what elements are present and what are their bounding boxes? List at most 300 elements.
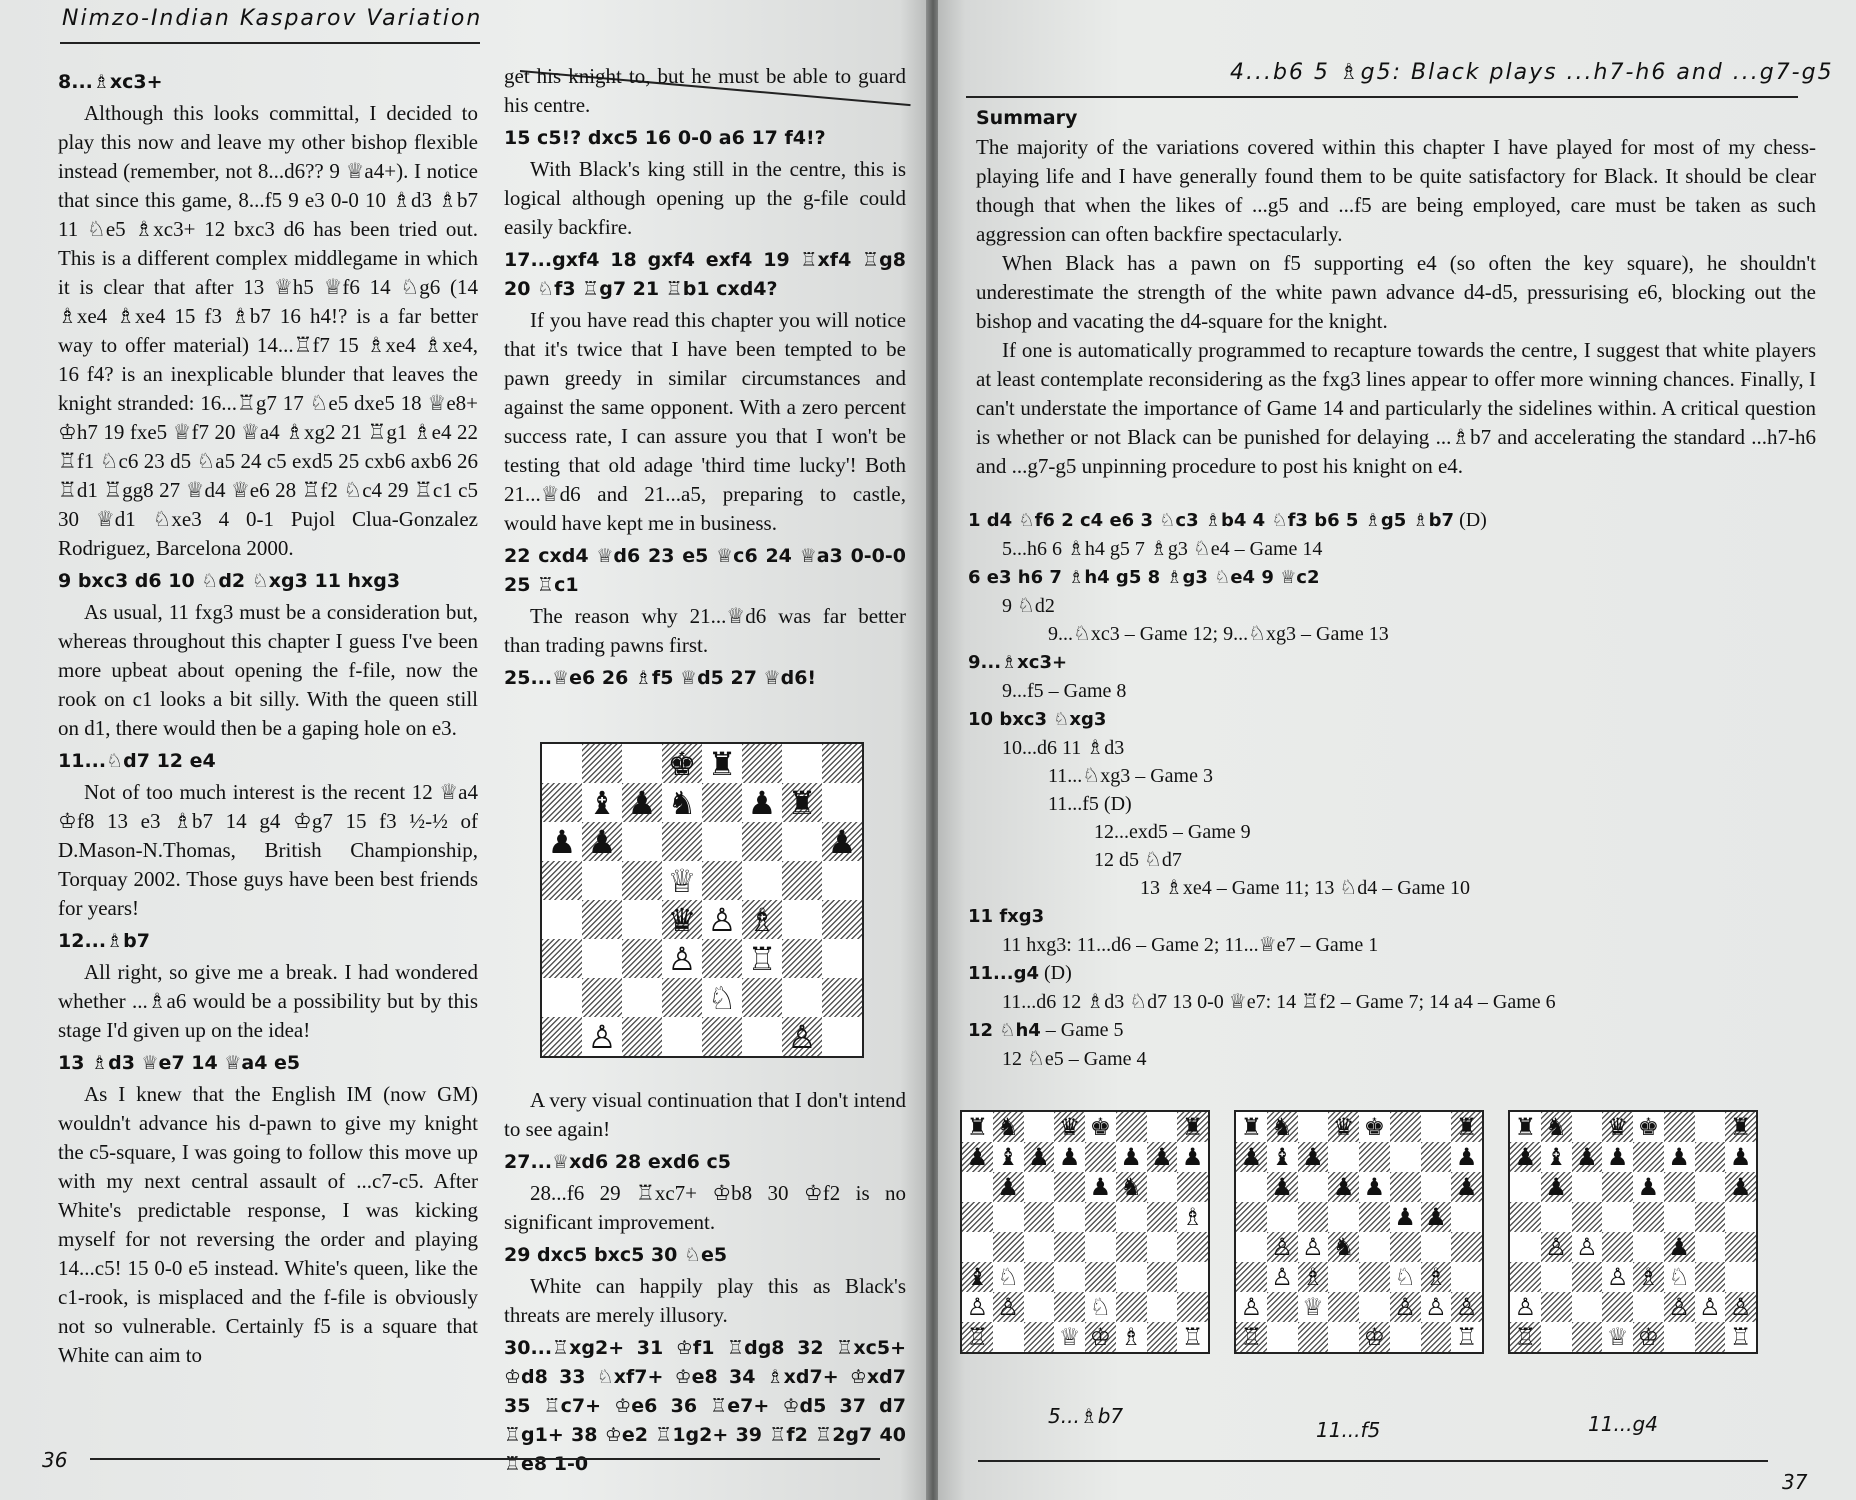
board-square <box>1725 1262 1756 1292</box>
chess-piece: ♟ <box>547 822 577 861</box>
chess-piece: ♜ <box>966 1113 989 1141</box>
side-line-moves: 11...♘xg3 – Game 3 <box>1048 765 1213 787</box>
commentary-paragraph: As usual, 11 fxg3 must be a consideration but, whereas throughout this chapter I guess I've been more upbeat about opening the f-file, now the rook on c1 looks a bit silly. With the queen still on d1, there would then be a gaping hole on e3. <box>58 600 478 740</box>
board-square <box>1054 1322 1085 1352</box>
board-square <box>1236 1292 1267 1322</box>
chess-piece: ♟ <box>1606 1143 1629 1171</box>
chess-piece: ♖ <box>1729 1323 1752 1351</box>
commentary-paragraph: Not of too much interest is the recent 12 ♕a4 ♔f8 13 e3 ♗b7 14 g4 ♔g7 15 f3 ½-½ of D.Mason-N.Thomas, British Championship, Torquay 2002. Those guys have been best friends for years! <box>58 780 478 920</box>
board-square <box>1602 1142 1633 1172</box>
board-square <box>822 861 862 900</box>
board-square <box>1328 1172 1359 1202</box>
board-square <box>1421 1142 1452 1172</box>
board-square <box>822 744 862 783</box>
board-square <box>1147 1172 1178 1202</box>
board-square <box>1267 1292 1298 1322</box>
board-square <box>1267 1232 1298 1262</box>
board-square <box>662 783 702 822</box>
board-square <box>1421 1172 1452 1202</box>
board-square <box>662 900 702 939</box>
board-square <box>1328 1142 1359 1172</box>
board-square <box>1695 1262 1726 1292</box>
board-square <box>1236 1142 1267 1172</box>
board-square <box>1602 1172 1633 1202</box>
board-square <box>1664 1142 1695 1172</box>
board-square <box>1054 1202 1085 1232</box>
chess-piece: ♟ <box>1181 1143 1204 1171</box>
chess-piece: ♗ <box>1302 1263 1324 1291</box>
board-square <box>662 822 702 861</box>
main-line-moves: 11...g4 <box>968 963 1039 984</box>
board-square <box>542 978 582 1017</box>
board-square <box>742 744 782 783</box>
board-square <box>1541 1262 1572 1292</box>
move-line: 22 cxd4 ♕d6 23 e5 ♕c6 24 ♕a3 0-0-0 25 ♖c1 <box>504 545 906 596</box>
side-line-moves: 12 ♘e5 – Game 4 <box>1002 1048 1147 1070</box>
chess-piece: ♖ <box>1240 1323 1263 1351</box>
chess-piece: ♗ <box>1181 1203 1204 1231</box>
board-square <box>702 744 742 783</box>
move-line: 13 ♗d3 ♕e7 14 ♕a4 e5 <box>58 1052 301 1074</box>
board-square <box>1359 1322 1390 1352</box>
board-square <box>1116 1142 1147 1172</box>
board-square <box>1664 1292 1695 1322</box>
chess-piece: ♕ <box>1058 1323 1081 1351</box>
board-square <box>1541 1292 1572 1322</box>
summary-title: Summary <box>976 107 1078 129</box>
board-square <box>782 900 822 939</box>
board-square <box>1510 1322 1541 1352</box>
board-square <box>1298 1142 1329 1172</box>
chess-piece: ♟ <box>1302 1143 1324 1171</box>
board-square <box>1451 1292 1482 1322</box>
chess-piece: ♟ <box>1058 1143 1081 1171</box>
board-square <box>822 939 862 978</box>
board-square <box>1267 1202 1298 1232</box>
board-square <box>1633 1232 1664 1262</box>
variation-line <box>968 818 1828 846</box>
board-square <box>782 939 822 978</box>
board-square <box>1116 1262 1147 1292</box>
board-square <box>1390 1322 1421 1352</box>
board-square <box>993 1202 1024 1232</box>
chess-piece: ♚ <box>667 744 697 783</box>
board-square <box>1177 1172 1208 1202</box>
board-square <box>742 861 782 900</box>
board-square <box>1116 1112 1147 1142</box>
board-square <box>1572 1112 1603 1142</box>
chess-piece: ♙ <box>966 1293 989 1321</box>
board-square <box>1236 1112 1267 1142</box>
summary-section <box>976 104 1816 481</box>
board-square <box>622 1017 662 1056</box>
board-square <box>1024 1202 1055 1232</box>
board-square <box>1328 1292 1359 1322</box>
header-rule-right <box>966 96 1798 98</box>
board-square <box>542 939 582 978</box>
board-square <box>782 861 822 900</box>
chess-piece: ♔ <box>1637 1323 1660 1351</box>
board-square <box>1695 1142 1726 1172</box>
board-square <box>662 978 702 1017</box>
board-square <box>1328 1112 1359 1142</box>
board-square <box>1267 1262 1298 1292</box>
board-square <box>962 1232 993 1262</box>
main-line-moves: 10 bxc3 ♘xg3 <box>968 709 1107 730</box>
board-square <box>1725 1172 1756 1202</box>
board-square <box>1633 1202 1664 1232</box>
chess-piece: ♙ <box>1394 1293 1416 1321</box>
chess-piece: ♟ <box>1729 1173 1752 1201</box>
board-square <box>582 978 622 1017</box>
chess-piece: ♙ <box>1576 1233 1598 1261</box>
board-square <box>582 1017 622 1056</box>
chess-piece: ♟ <box>1514 1143 1537 1171</box>
chess-piece: ♔ <box>1089 1323 1112 1351</box>
board-square <box>993 1172 1024 1202</box>
board-square <box>1633 1172 1664 1202</box>
board-square <box>1054 1112 1085 1142</box>
board-square <box>582 783 622 822</box>
diagram-caption-2: 11...f5 <box>1316 1418 1381 1442</box>
chess-piece: ♟ <box>1394 1203 1416 1231</box>
board-square <box>1024 1292 1055 1322</box>
chess-piece: ♛ <box>667 900 697 939</box>
chess-piece: ♙ <box>1514 1293 1537 1321</box>
board-square <box>1024 1172 1055 1202</box>
move-line: 12...♗b7 <box>58 930 150 952</box>
variation-line <box>968 959 1828 988</box>
board-square <box>1085 1262 1116 1292</box>
board-square <box>1147 1292 1178 1322</box>
board-square <box>1298 1292 1329 1322</box>
board-square <box>1725 1202 1756 1232</box>
board-square <box>1236 1202 1267 1232</box>
chess-piece: ♟ <box>1332 1173 1355 1201</box>
chess-piece: ♔ <box>1363 1323 1386 1351</box>
board-square <box>1451 1232 1482 1262</box>
chess-piece: ♙ <box>1271 1263 1293 1291</box>
running-header-left: Nimzo-Indian Kasparov Variation <box>62 6 483 31</box>
board-square <box>542 744 582 783</box>
chess-piece: ♘ <box>1089 1293 1112 1321</box>
board-square <box>1451 1112 1482 1142</box>
board-square <box>1664 1232 1695 1262</box>
board-square <box>1236 1232 1267 1262</box>
chess-piece: ♜ <box>787 783 817 822</box>
chess-piece: ♜ <box>1514 1113 1537 1141</box>
diagram-caption-3: 11...g4 <box>1588 1412 1658 1436</box>
board-square <box>1725 1232 1756 1262</box>
board-square <box>993 1142 1024 1172</box>
board-square <box>742 822 782 861</box>
board-square <box>702 1017 742 1056</box>
board-square <box>702 861 742 900</box>
board-square <box>582 939 622 978</box>
board-square <box>1695 1292 1726 1322</box>
chess-piece: ♙ <box>1606 1263 1629 1291</box>
board-square <box>1664 1322 1695 1352</box>
chess-piece: ♟ <box>1120 1143 1142 1171</box>
chess-piece: ♙ <box>707 900 737 939</box>
variation-line <box>968 648 1828 677</box>
chess-piece: ♝ <box>1271 1143 1293 1171</box>
board-square <box>1298 1202 1329 1232</box>
board-square <box>622 900 662 939</box>
chess-piece: ♙ <box>1545 1233 1567 1261</box>
board-square <box>1541 1232 1572 1262</box>
chess-piece: ♟ <box>1545 1173 1567 1201</box>
side-line-moves: 12 d5 ♘d7 <box>1094 849 1182 871</box>
board-square <box>822 822 862 861</box>
board-square <box>1451 1202 1482 1232</box>
board-square <box>1572 1292 1603 1322</box>
board-square <box>1147 1322 1178 1352</box>
board-square <box>1541 1202 1572 1232</box>
commentary-paragraph: The reason why 21...♕d6 was far better than trading pawns first. <box>504 604 906 657</box>
chess-piece: ♟ <box>1028 1143 1050 1171</box>
board-square <box>1298 1262 1329 1292</box>
move-line: 8...♗xc3+ <box>58 71 163 93</box>
chess-piece: ♙ <box>1668 1293 1690 1321</box>
board-square <box>1116 1202 1147 1232</box>
board-square <box>1602 1232 1633 1262</box>
chess-piece: ♘ <box>997 1263 1019 1291</box>
summary-paragraph-3: If one is automatically programmed to recapture towards the centre, I suggest that white players at least contemplate reconsidering as the fxg3 lines appear to offer more winning chances. Finally, I can't understate the importance of Game 14 and particularly the sidelines within. A critical question is whether or not Black can be punished for delaying ...♗b7 and accelerating the standard ...h7-h6 and ...g7-g5 unpinning procedure to post his knight on e4. <box>976 338 1816 478</box>
chess-piece: ♟ <box>1668 1143 1690 1171</box>
summary-paragraph-2: When Black has a pawn on f5 supporting e4 (so often the key square), he shouldn't underestimate the strength of the white pawn advance d4-d5, pressurising e6, blocking out the bishop and vacating the d4-square for the knight. <box>976 251 1816 333</box>
chess-piece: ♞ <box>1120 1173 1142 1201</box>
board-square <box>993 1262 1024 1292</box>
chess-piece: ♛ <box>1606 1113 1629 1141</box>
board-square <box>1024 1262 1055 1292</box>
chess-piece: ♙ <box>1302 1233 1324 1261</box>
board-square <box>1054 1262 1085 1292</box>
chess-piece: ♕ <box>1606 1323 1629 1351</box>
board-square <box>662 861 702 900</box>
board-square <box>1633 1262 1664 1292</box>
board-square <box>1085 1232 1116 1262</box>
chess-piece: ♟ <box>1729 1143 1752 1171</box>
chess-piece: ♞ <box>667 783 697 822</box>
board-square <box>662 1017 702 1056</box>
left-column-2-top <box>504 62 906 695</box>
board-square <box>1572 1322 1603 1352</box>
variation-line <box>968 734 1828 762</box>
left-column-2-bottom <box>504 1086 906 1481</box>
board-square <box>1390 1202 1421 1232</box>
commentary-paragraph: A very visual continuation that I don't intend to see again! <box>504 1088 906 1141</box>
board-square <box>782 978 822 1017</box>
variation-line <box>968 874 1828 902</box>
summary-paragraph-1: The majority of the variations covered within this chapter I have played for most of my chess-playing life and I have generally found them to be quite satisfactory for Black. It should be clear though that when the likes of ...g5 and ...f5 are being employed, care must be taken as such aggression can often backfire spectacularly. <box>976 135 1816 246</box>
chess-piece: ♚ <box>1637 1113 1660 1141</box>
board-square <box>1054 1172 1085 1202</box>
board-square <box>1572 1232 1603 1262</box>
board-square <box>1328 1322 1359 1352</box>
board-square <box>1664 1262 1695 1292</box>
commentary-paragraph: White can happily play this as Black's threats are merely illusory. <box>504 1274 906 1327</box>
chess-piece: ♙ <box>667 939 697 978</box>
board-square <box>1177 1292 1208 1322</box>
variation-line <box>968 790 1828 818</box>
chess-piece: ♟ <box>1576 1143 1598 1171</box>
side-line-moves: 13 ♗xe4 – Game 11; 13 ♘d4 – Game 10 <box>1140 877 1471 899</box>
chess-piece: ♙ <box>997 1293 1019 1321</box>
board-square <box>1510 1142 1541 1172</box>
board-square <box>1054 1292 1085 1322</box>
board-square <box>622 861 662 900</box>
side-line-moves: 11 hxg3: 11...d6 – Game 2; 11...♕e7 – Game 1 <box>1002 934 1379 956</box>
chess-piece: ♗ <box>1120 1323 1142 1351</box>
board-square <box>1602 1262 1633 1292</box>
chess-piece: ♟ <box>1089 1173 1112 1201</box>
board-square <box>962 1202 993 1232</box>
board-square <box>1085 1142 1116 1172</box>
board-square <box>1510 1172 1541 1202</box>
chess-piece: ♟ <box>627 783 657 822</box>
board-square <box>542 900 582 939</box>
board-square <box>622 978 662 1017</box>
chess-piece: ♟ <box>1455 1143 1478 1171</box>
variation-line <box>968 846 1828 874</box>
chess-piece: ♜ <box>1181 1113 1204 1141</box>
board-square <box>1633 1292 1664 1322</box>
board-square <box>1390 1232 1421 1262</box>
board-square <box>1695 1232 1726 1262</box>
chess-piece: ♛ <box>1332 1113 1355 1141</box>
variation-line <box>968 1016 1828 1045</box>
board-square <box>1421 1292 1452 1322</box>
board-square <box>1695 1202 1726 1232</box>
board-square <box>1633 1322 1664 1352</box>
board-square <box>582 744 622 783</box>
move-line: 17...gxf4 18 gxf4 exf4 19 ♖xf4 ♖g8 20 ♘f3 ♖g7 21 ♖b1 cxd4? <box>504 249 906 300</box>
board-square <box>1390 1292 1421 1322</box>
board-square <box>542 822 582 861</box>
chess-piece: ♜ <box>1240 1113 1263 1141</box>
board-square <box>1633 1142 1664 1172</box>
chess-piece: ♙ <box>1699 1293 1721 1321</box>
board-square <box>1054 1142 1085 1172</box>
left-column-1 <box>58 64 478 1370</box>
board-square <box>1451 1172 1482 1202</box>
chess-piece: ♝ <box>587 783 617 822</box>
board-square <box>1572 1172 1603 1202</box>
variation-line <box>968 677 1828 705</box>
board-square <box>1024 1232 1055 1262</box>
board-square <box>962 1322 993 1352</box>
board-square <box>1267 1172 1298 1202</box>
board-square <box>962 1142 993 1172</box>
board-square <box>1359 1112 1390 1142</box>
board-square <box>582 822 622 861</box>
board-square <box>1541 1172 1572 1202</box>
board-square <box>962 1172 993 1202</box>
commentary-paragraph: If you have read this chapter you will notice that it's twice that I have been tempted to be pawn greedy in similar circumstances and against the same opponent. With a zero percent success rate, I can assure you that I won't be testing that old adage 'third time lucky'! Both 21...♕d6 and 21...a5, preparing to castle, would have kept me in business. <box>504 308 906 535</box>
chess-piece: ♜ <box>1729 1113 1752 1141</box>
chess-piece: ♖ <box>1514 1323 1537 1351</box>
main-line-moves: 9...♗xc3+ <box>968 652 1068 673</box>
side-line-moves: 9...♘xc3 – Game 12; 9...♘xg3 – Game 13 <box>1048 623 1389 645</box>
board-square <box>782 744 822 783</box>
chess-piece: ♖ <box>1455 1323 1478 1351</box>
board-square <box>1602 1112 1633 1142</box>
running-header-right: 4...b6 5 ♗g5: Black plays ...h7-h6 and ...g7-g5 <box>1230 60 1834 85</box>
board-square <box>1451 1262 1482 1292</box>
board-square <box>1177 1322 1208 1352</box>
chess-piece: ♟ <box>747 783 777 822</box>
board-square <box>1147 1142 1178 1172</box>
chess-piece: ♞ <box>1271 1113 1293 1141</box>
right-page <box>938 0 1856 1500</box>
variation-line <box>968 506 1828 535</box>
board-square <box>1147 1262 1178 1292</box>
board-square <box>1390 1142 1421 1172</box>
chess-piece: ♗ <box>747 900 777 939</box>
board-square <box>1147 1232 1178 1262</box>
chess-piece: ♟ <box>1240 1143 1263 1171</box>
commentary-paragraph: As I knew that the English IM (now GM) wouldn't advance his d-pawn to give my knight the c5-square, I was going to follow this move up with my next central assault of ...c7-c5. After White's predictable response, I was kicking myself for not reversing the order and playing 14...c5! 15 0-0 e5 instead. White's queen, like the c1-rook, is misplaced and the f-file is obviously not so vulnerable. Certainly f5 is a square that White can aim to <box>58 1082 478 1367</box>
move-line: 25...♕e6 26 ♗f5 ♕d5 27 ♕d6! <box>504 667 817 689</box>
variation-line <box>968 620 1828 648</box>
board-square <box>1298 1322 1329 1352</box>
board-square <box>1421 1202 1452 1232</box>
chess-piece: ♙ <box>1455 1293 1478 1321</box>
board-square <box>822 783 862 822</box>
board-square <box>1236 1322 1267 1352</box>
side-line-moves: 12...exd5 – Game 9 <box>1094 821 1251 843</box>
board-square <box>1390 1172 1421 1202</box>
board-square <box>993 1232 1024 1262</box>
board-square <box>1359 1202 1390 1232</box>
board-square <box>1510 1202 1541 1232</box>
chess-piece: ♕ <box>667 861 697 900</box>
board-square <box>1572 1202 1603 1232</box>
variation-line <box>968 762 1828 790</box>
variation-line <box>968 592 1828 620</box>
footer-rule-right <box>978 1460 1768 1462</box>
variation-tree <box>968 506 1828 1073</box>
board-square <box>1541 1142 1572 1172</box>
board-square <box>582 900 622 939</box>
board-square <box>962 1112 993 1142</box>
variation-line <box>968 988 1828 1016</box>
board-square <box>622 783 662 822</box>
chess-piece: ♜ <box>1455 1113 1478 1141</box>
board-square <box>662 744 702 783</box>
move-line: 27...♕xd6 28 exd6 c5 <box>504 1151 731 1173</box>
chess-piece: ♛ <box>1058 1113 1081 1141</box>
variation-line <box>968 563 1828 592</box>
chess-piece: ♝ <box>966 1263 989 1291</box>
board-square <box>542 1017 582 1056</box>
commentary-paragraph: 28...f6 29 ♖xc7+ ♔b8 30 ♔f2 is no significant improvement. <box>504 1181 906 1234</box>
board-square <box>1421 1232 1452 1262</box>
side-line-moves: 11...d6 12 ♗d3 ♘d7 13 0-0 ♕e7: 14 ♖f2 – Game 7; 14 a4 – Game 6 <box>1002 991 1556 1013</box>
board-square <box>702 978 742 1017</box>
board-square <box>1147 1112 1178 1142</box>
side-line-moves: 9...f5 – Game 8 <box>1002 680 1127 702</box>
chess-piece: ♟ <box>587 822 617 861</box>
board-square <box>1328 1232 1359 1262</box>
variation-line <box>968 902 1828 931</box>
board-square <box>1664 1172 1695 1202</box>
board-square <box>1085 1202 1116 1232</box>
board-square <box>1085 1112 1116 1142</box>
board-square <box>702 822 742 861</box>
chess-diagram-main <box>540 742 864 1058</box>
